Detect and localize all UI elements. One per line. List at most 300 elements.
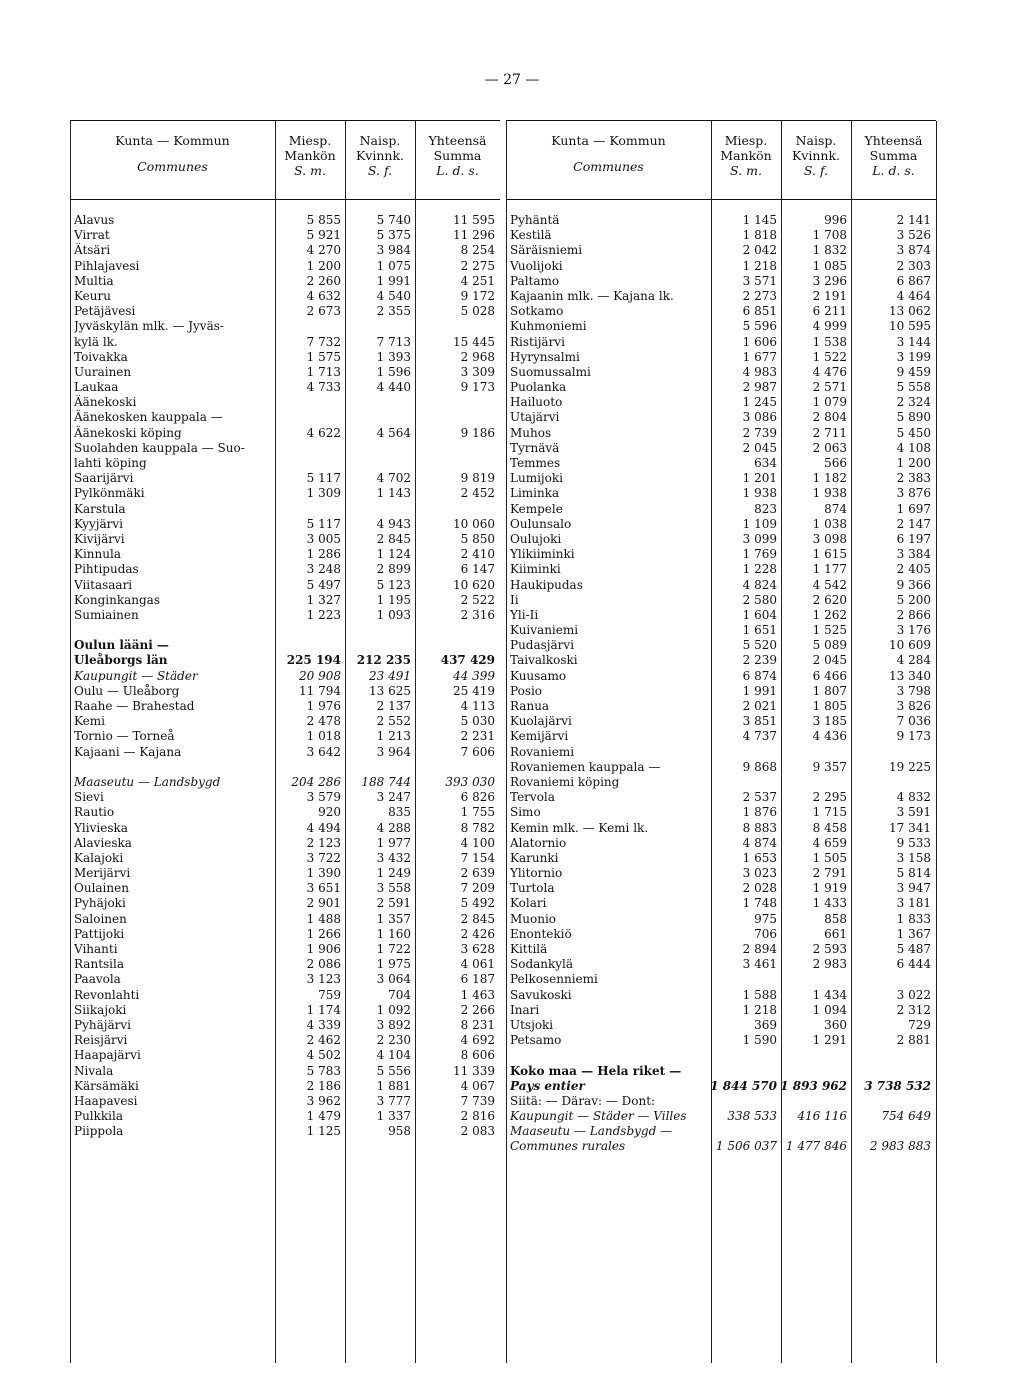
row-value-m: 1 876 [742, 805, 777, 820]
right-rows [506, 213, 936, 1155]
row-value-f: 3 185 [812, 714, 847, 729]
row-value-m: 1 506 037 [715, 1139, 777, 1154]
row-value-m: 204 286 [291, 774, 341, 789]
row-value-m: 3 642 [306, 744, 341, 759]
row-value-f: 2 571 [812, 380, 847, 395]
row-name: Tornio — Torneå [74, 729, 175, 744]
header-naisp-2r: Kvinnk. [791, 148, 841, 163]
row-value-f: 4 542 [812, 577, 847, 592]
header-naisp-right [781, 133, 851, 178]
row-value-t: 2 147 [896, 516, 931, 531]
row-name: Koko maa — Hela riket — [510, 1063, 682, 1078]
table-row [506, 304, 936, 319]
row-value-f: 3 064 [376, 972, 411, 987]
row-value-f: 2 355 [376, 304, 411, 319]
row-value-f: 1 805 [812, 699, 847, 713]
table-row [70, 410, 500, 425]
row-name: Ätsäri [74, 243, 111, 258]
table-row [506, 699, 936, 714]
row-name: Posio [510, 683, 543, 698]
row-value-f: 661 [824, 926, 847, 941]
table-row [506, 745, 936, 760]
row-value-t: 4 692 [460, 1033, 495, 1048]
table-row [70, 426, 500, 441]
row-value-t: 393 030 [445, 774, 495, 789]
row-name: Hyrynsalmi [510, 349, 580, 364]
row-name: Kuivaniemi [510, 623, 579, 638]
row-value-t: 1 697 [896, 501, 931, 516]
row-value-f: 188 744 [361, 774, 411, 789]
row-name: kylä lk. [74, 334, 118, 349]
row-value-t: 3 309 [460, 364, 495, 379]
row-name: Äänekoski köping [74, 425, 182, 440]
row-value-t: 9 173 [460, 380, 495, 395]
row-value-t: 754 649 [881, 1109, 931, 1124]
table-row [506, 1064, 936, 1079]
row-value-f: 7 713 [376, 334, 411, 349]
row-value-f: 1 160 [376, 926, 411, 941]
row-value-f: 5 123 [376, 577, 411, 592]
row-value-f: 1 093 [376, 607, 411, 622]
header-kunta-right [506, 133, 711, 174]
row-name: Oulainen [74, 881, 129, 896]
row-value-f: 1 038 [812, 516, 847, 531]
row-name: Tervola [510, 790, 555, 805]
row-value-f: 1 085 [812, 258, 847, 273]
row-name: Raahe — Brahestad [74, 699, 195, 713]
table-row [70, 669, 500, 684]
row-name: Merijärvi [74, 866, 131, 881]
row-name: Turtola [510, 881, 555, 896]
row-value-f: 1 505 [812, 850, 847, 865]
row-value-f: 1 938 [812, 486, 847, 501]
row-name: Pyhäntä [510, 213, 560, 227]
table-row [506, 441, 936, 456]
row-value-t: 2 452 [460, 486, 495, 501]
row-value-m: 1 713 [306, 364, 341, 379]
row-value-m: 5 497 [306, 577, 341, 592]
row-value-t: 7 739 [460, 1093, 495, 1108]
row-name: Pulkkila [74, 1109, 124, 1124]
row-name: Alavieska [74, 835, 132, 850]
row-name: Inari [510, 1002, 540, 1017]
row-value-f: 1 393 [376, 349, 411, 364]
row-value-f: 2 711 [812, 425, 847, 440]
table-row [70, 623, 500, 638]
row-value-m: 2 186 [306, 1078, 341, 1093]
row-value-m: 5 596 [742, 319, 777, 334]
header-miesp-2r: Mankön [720, 148, 772, 163]
row-value-f: 1 182 [812, 471, 847, 486]
row-value-t: 8 254 [460, 243, 495, 258]
row-name: Kuhmoniemi [510, 319, 587, 334]
row-value-f: 1 525 [812, 623, 847, 638]
row-value-t: 729 [908, 1017, 931, 1032]
row-name: Puolanka [510, 380, 567, 395]
row-value-f: 835 [388, 805, 411, 820]
row-name: Utajärvi [510, 410, 560, 425]
table-row [506, 1033, 936, 1048]
row-value-m: 1 266 [306, 926, 341, 941]
row-name: Uleåborgs län [74, 653, 168, 668]
row-value-t: 3 181 [896, 896, 931, 911]
row-value-t: 2 405 [896, 562, 931, 577]
table-row [70, 638, 500, 653]
row-value-m: 1 174 [306, 1002, 341, 1017]
row-value-t: 5 890 [896, 410, 931, 425]
row-name: Karstula [74, 501, 126, 516]
row-name: Maaseutu — Landsbygd — [510, 1124, 673, 1139]
row-value-t: 2 426 [460, 926, 495, 941]
row-value-m: 3 579 [306, 790, 341, 805]
row-name: Nivala [74, 1063, 114, 1078]
table-row [70, 684, 500, 699]
row-value-f: 2 552 [376, 714, 411, 729]
row-value-t: 3 591 [896, 805, 931, 820]
row-name: Alatornio [510, 835, 567, 850]
row-value-f: 4 943 [376, 516, 411, 531]
row-value-m: 1 218 [742, 258, 777, 273]
row-name: Pihlajavesi [74, 258, 140, 273]
header-kunta [70, 133, 275, 174]
row-value-m: 706 [754, 926, 777, 941]
row-value-t: 7 036 [896, 714, 931, 729]
row-name: Kaupungit — Städer [74, 668, 198, 683]
row-value-m: 4 502 [306, 1048, 341, 1063]
table-row [506, 623, 936, 638]
row-value-m: 4 824 [742, 577, 777, 592]
row-value-m: 2 045 [742, 440, 777, 455]
row-value-m: 2 021 [742, 699, 777, 713]
row-value-m: 3 099 [742, 531, 777, 546]
row-value-f: 1 249 [376, 866, 411, 881]
header-yhteensa-right [851, 133, 936, 178]
table-row [506, 1048, 936, 1063]
row-value-m: 1 588 [742, 987, 777, 1002]
table-row [506, 608, 936, 623]
row-value-m: 1 327 [306, 592, 341, 607]
table-row [506, 517, 936, 532]
row-name: Pays entier [510, 1078, 585, 1093]
row-value-t: 9 366 [896, 577, 931, 592]
table-row [506, 942, 936, 957]
row-value-t: 9 819 [460, 471, 495, 486]
table-row [70, 805, 500, 820]
row-value-t: 2 983 883 [869, 1139, 931, 1154]
row-name: Simo [510, 805, 541, 820]
row-value-f: 1 433 [812, 896, 847, 911]
table-row [506, 866, 936, 881]
row-value-t: 3 874 [896, 243, 931, 258]
row-value-f: 1 832 [812, 243, 847, 258]
table-row [70, 1109, 500, 1124]
table-row [70, 350, 500, 365]
row-name: Saloinen [74, 911, 127, 926]
row-name: Kolari [510, 896, 547, 911]
row-value-f: 3 558 [376, 881, 411, 896]
table-row [70, 836, 500, 851]
table-row [506, 851, 936, 866]
table-row [506, 729, 936, 744]
row-name: Rautio [74, 805, 115, 820]
row-name: Rantsila [74, 957, 125, 972]
table-row [70, 988, 500, 1003]
row-value-t: 15 445 [453, 334, 495, 349]
table-row [506, 532, 936, 547]
row-value-f: 416 116 [797, 1109, 847, 1124]
header-naisp-2: Kvinnk. [355, 148, 405, 163]
table-row [506, 1109, 936, 1124]
table-row [506, 274, 936, 289]
row-name: Ii [510, 592, 519, 607]
header-yhteensa [415, 133, 500, 178]
row-value-m: 1 145 [742, 213, 777, 227]
row-value-f: 1 615 [812, 547, 847, 562]
row-name: Virrat [74, 228, 110, 243]
row-value-m: 1 938 [742, 486, 777, 501]
row-value-t: 3 947 [896, 881, 931, 896]
row-value-f: 1 538 [812, 334, 847, 349]
header-yht-2r: Summa [869, 148, 918, 163]
table-row [506, 669, 936, 684]
row-value-m: 9 868 [742, 759, 777, 774]
row-value-t: 2 141 [896, 213, 931, 227]
row-value-f: 4 540 [376, 288, 411, 303]
row-value-m: 1 844 570 [710, 1078, 777, 1093]
row-value-t: 1 200 [896, 456, 931, 470]
table-row [506, 456, 936, 471]
row-value-f: 1 596 [376, 364, 411, 379]
row-value-f: 1 991 [376, 273, 411, 288]
row-value-f: 2 983 [812, 957, 847, 972]
table-row [70, 562, 500, 577]
table-row [506, 243, 936, 258]
header-miesp-1: Miesp. [288, 133, 332, 148]
row-value-f: 1 075 [376, 258, 411, 273]
row-value-t: 2 383 [896, 471, 931, 486]
row-value-m: 369 [754, 1017, 777, 1032]
table-row [506, 805, 936, 820]
row-value-t: 2 312 [896, 1002, 931, 1017]
row-value-t: 9 186 [460, 425, 495, 440]
row-value-m: 1 228 [742, 562, 777, 577]
left-table [70, 120, 500, 1363]
table-row [506, 775, 936, 790]
table-row [70, 927, 500, 942]
row-value-t: 4 067 [460, 1078, 495, 1093]
row-value-m: 1 479 [306, 1109, 341, 1124]
row-name: Sumiainen [74, 607, 139, 622]
row-name: Oulunsalo [510, 516, 572, 531]
table-row [70, 896, 500, 911]
row-value-m: 2 273 [742, 288, 777, 303]
table-row [70, 289, 500, 304]
row-value-m: 2 580 [742, 592, 777, 607]
row-value-m: 2 123 [306, 835, 341, 850]
row-value-m: 1 818 [742, 228, 777, 243]
row-name: Pylkönmäki [74, 486, 145, 501]
table-row [506, 228, 936, 243]
row-value-f: 4 564 [376, 425, 411, 440]
row-name: Kalajoki [74, 850, 124, 865]
row-value-f: 360 [824, 1017, 847, 1032]
table-row [506, 410, 936, 425]
row-name: Tyrnävä [510, 440, 560, 455]
table-row [70, 729, 500, 744]
table-row [506, 988, 936, 1003]
table-row [506, 213, 936, 228]
table-row [506, 426, 936, 441]
row-name: Haukipudas [510, 577, 583, 592]
row-name: Taivalkoski [510, 653, 578, 668]
row-value-m: 2 673 [306, 304, 341, 319]
row-value-f: 2 899 [376, 562, 411, 577]
row-value-f: 1 291 [812, 1033, 847, 1048]
table-row [506, 350, 936, 365]
row-value-t: 44 399 [453, 668, 495, 683]
row-value-f: 1 722 [376, 942, 411, 956]
table-row [506, 1018, 936, 1033]
table-row [506, 790, 936, 805]
table-row [506, 760, 936, 775]
row-value-t: 4 251 [460, 273, 495, 288]
row-value-f: 1 092 [376, 1002, 411, 1017]
row-value-f: 1 919 [812, 881, 847, 896]
header-miesp-2: Mankön [284, 148, 336, 163]
row-name: Pihtipudas [74, 562, 139, 577]
row-name: Rovaniemi [510, 744, 575, 759]
row-value-f: 1 975 [376, 957, 411, 972]
row-value-f: 566 [824, 456, 847, 470]
table-row [70, 228, 500, 243]
row-value-f: 3 432 [376, 850, 411, 865]
header-naisp-3: S. f. [367, 163, 393, 178]
row-value-f: 4 288 [376, 820, 411, 835]
row-name: Piippola [74, 1124, 124, 1139]
row-value-m: 1 390 [306, 866, 341, 881]
row-value-m: 975 [754, 911, 777, 926]
table-row [70, 1048, 500, 1063]
row-value-f: 2 295 [812, 790, 847, 805]
row-value-t: 3 199 [896, 349, 931, 364]
row-value-t: 25 419 [453, 683, 495, 698]
header-yht-3r: L. d. s. [872, 163, 915, 178]
row-value-m: 823 [754, 501, 777, 516]
row-name: Kinnula [74, 547, 121, 562]
row-value-m: 2 086 [306, 957, 341, 972]
table-row [70, 699, 500, 714]
table-row [506, 289, 936, 304]
table-row [70, 714, 500, 729]
row-name: Vihanti [74, 942, 118, 956]
row-name: Kuolajärvi [510, 714, 572, 729]
row-value-t: 2 968 [460, 349, 495, 364]
row-value-t: 2 324 [896, 395, 931, 410]
row-value-t: 2 881 [896, 1033, 931, 1048]
table-row [70, 745, 500, 760]
row-value-f: 3 777 [376, 1093, 411, 1108]
row-value-f: 3 247 [376, 790, 411, 805]
row-value-t: 3 876 [896, 486, 931, 501]
row-value-t: 6 826 [460, 790, 495, 805]
table-row [506, 821, 936, 836]
row-name: Muonio [510, 911, 557, 926]
header-kunta-label: Kunta — Kommun [115, 133, 230, 148]
table-row [506, 578, 936, 593]
row-value-t: 6 867 [896, 273, 931, 288]
table-row [70, 972, 500, 987]
row-value-f: 5 556 [376, 1063, 411, 1078]
table-row [70, 1033, 500, 1048]
row-name: Oulujoki [510, 531, 562, 546]
row-name: Yli-Ii [510, 607, 539, 622]
row-value-t: 7 606 [460, 744, 495, 759]
row-value-f: 1 213 [376, 729, 411, 744]
row-value-m: 2 901 [306, 896, 341, 911]
row-value-m: 4 270 [306, 243, 341, 258]
row-value-m: 5 855 [306, 213, 341, 227]
row-name: Toivakka [74, 349, 128, 364]
table-row [506, 972, 936, 987]
row-value-m: 1 748 [742, 896, 777, 911]
row-value-t: 19 225 [889, 759, 931, 774]
row-value-m: 1 769 [742, 547, 777, 562]
row-value-t: 4 284 [896, 653, 931, 668]
row-value-m: 5 783 [306, 1063, 341, 1078]
table-row [506, 1003, 936, 1018]
row-value-t: 4 113 [460, 699, 495, 713]
table-row [506, 471, 936, 486]
row-value-m: 4 737 [742, 729, 777, 744]
table-row [506, 395, 936, 410]
row-value-m: 8 883 [742, 820, 777, 835]
row-value-m: 3 123 [306, 972, 341, 987]
table-row [70, 243, 500, 258]
row-value-t: 6 187 [460, 972, 495, 987]
row-value-t: 6 444 [896, 957, 931, 972]
row-value-t: 6 197 [896, 531, 931, 546]
row-name: lahti köping [74, 456, 147, 470]
row-name: Pattijoki [74, 926, 125, 941]
row-name: Kemijärvi [510, 729, 569, 744]
row-value-m: 225 194 [286, 653, 341, 668]
row-value-f: 2 593 [812, 942, 847, 956]
header-miesp-1r: Miesp. [724, 133, 768, 148]
row-name: Paavola [74, 972, 121, 987]
row-value-f: 2 137 [376, 699, 411, 713]
row-name: Suomussalmi [510, 364, 591, 379]
row-value-t: 9 459 [896, 364, 931, 379]
row-name: Konginkangas [74, 592, 160, 607]
row-value-f: 3 296 [812, 273, 847, 288]
row-value-f: 1 881 [376, 1078, 411, 1093]
row-value-f: 4 476 [812, 364, 847, 379]
row-value-t: 4 061 [460, 957, 495, 972]
row-value-f: 1 434 [812, 987, 847, 1002]
row-name: Temmes [510, 456, 561, 470]
header-naisp-3r: S. f. [803, 163, 829, 178]
row-value-t: 2 266 [460, 1002, 495, 1017]
row-value-t: 1 755 [460, 805, 495, 820]
row-name: Pudasjärvi [510, 638, 575, 653]
row-value-m: 1 991 [742, 683, 777, 698]
table-row [70, 547, 500, 562]
row-value-t: 3 738 532 [864, 1078, 931, 1093]
table-row [70, 957, 500, 972]
table-row [70, 365, 500, 380]
table-row [70, 274, 500, 289]
row-value-m: 759 [318, 987, 341, 1002]
